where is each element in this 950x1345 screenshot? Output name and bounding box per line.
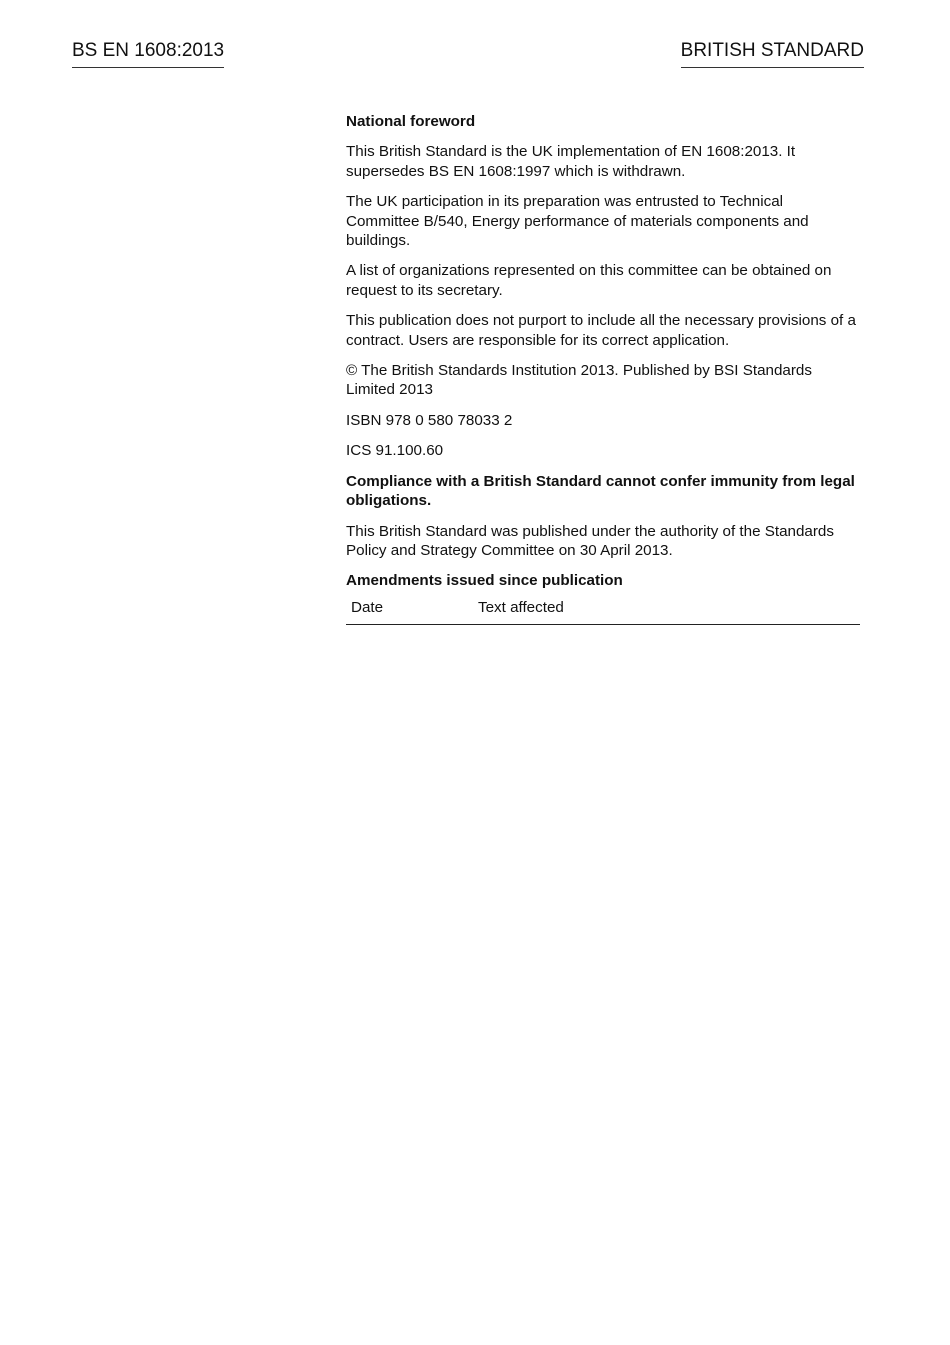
authority-statement: This British Standard was published under the authority of the Standards Policy and Strategy Committee on 30 April 2013. <box>346 522 834 559</box>
isbn-number: ISBN 978 0 580 78033 2 <box>346 411 513 429</box>
amendments-column-date: Date <box>346 597 478 625</box>
ics-code: ICS 91.100.60 <box>346 442 444 460</box>
copyright-notice: © The British Standards Institution 2013. Published by BSI Standards Limited 2013 <box>346 362 812 399</box>
running-header-category: BRITISH STANDARD <box>681 40 864 68</box>
foreword-paragraph-organizations: A list of organizations represented on this committee can be obtained on request to its secretary. <box>346 262 832 299</box>
amendments-table <box>346 597 860 625</box>
foreword-paragraph-contract: This publication does not purport to include all the necessary provisions of a contract. Users are responsible for its correct application. <box>346 312 856 349</box>
foreword-title: National foreword <box>346 113 476 130</box>
amendments-column-text-affected: Text affected <box>478 597 860 625</box>
amendments-title: Amendments issued since publication <box>346 572 623 590</box>
national-foreword-section <box>346 112 860 625</box>
amendments-header-row <box>346 597 860 625</box>
compliance-statement: Compliance with a British Standard cannot confer immunity from legal obligations. <box>346 472 855 510</box>
foreword-paragraph-committee: The UK participation in its preparation was entrusted to Technical Committee B/540, Energy performance of materials components and buildings. <box>346 193 809 250</box>
running-header-doc-id: BS EN 1608:2013 <box>72 40 224 68</box>
foreword-paragraph-implementation: This British Standard is the UK implementation of EN 1608:2013. It supersedes BS EN 1608:1997 which is withdrawn. <box>346 143 796 180</box>
